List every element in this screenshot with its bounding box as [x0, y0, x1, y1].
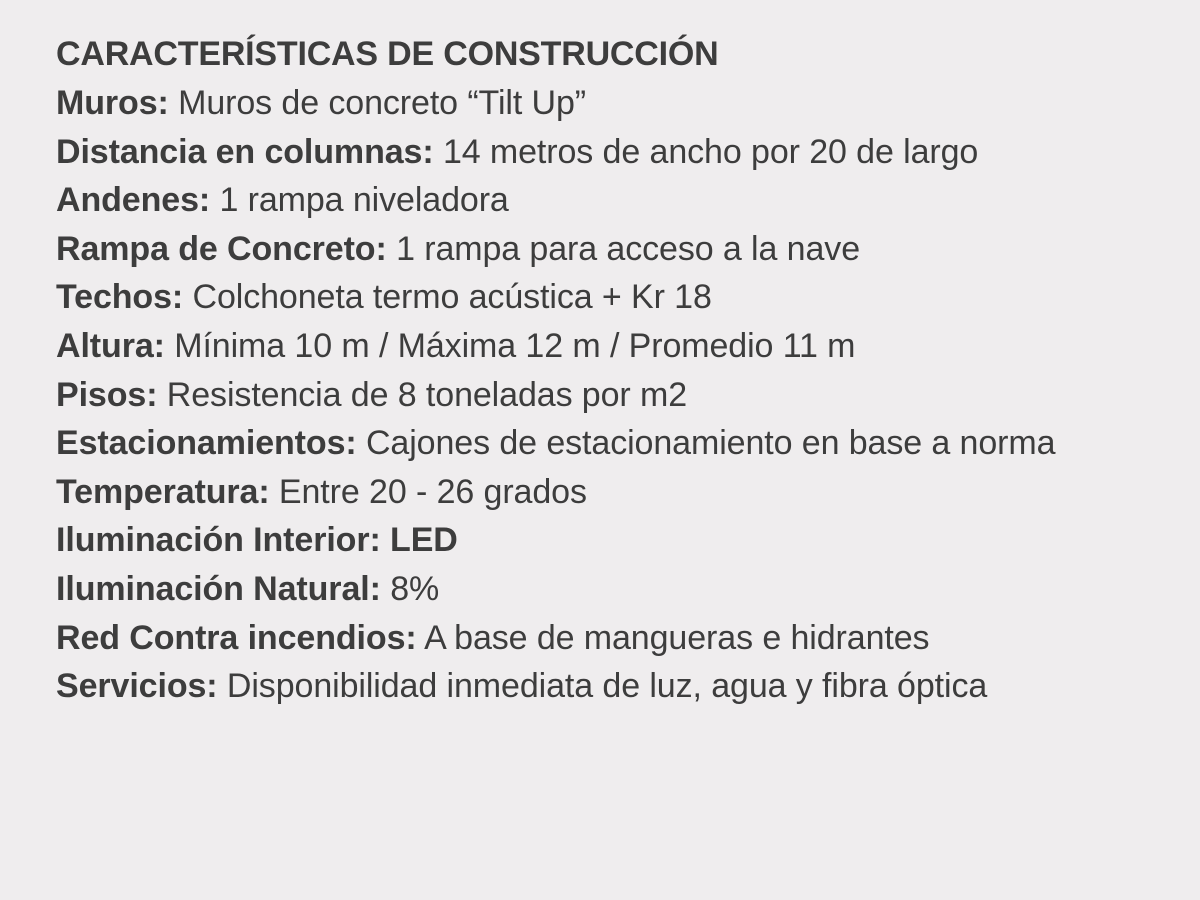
feature-value: Disponibilidad inmediata de luz, agua y fibra óptica [226, 667, 988, 706]
feature-rampa-concreto [56, 225, 1156, 274]
document [56, 30, 1156, 711]
feature-value: A base de mangueras e hidrantes [424, 618, 930, 657]
feature-value: Resistencia de 8 toneladas por m2 [166, 375, 688, 414]
feature-value: 14 metros de ancho por 20 de largo [442, 132, 979, 171]
feature-label: Temperatura: [56, 472, 270, 511]
feature-techos [56, 273, 1156, 322]
feature-estacionamientos [56, 419, 1156, 468]
feature-label: Techos: [56, 278, 184, 317]
page-title: CARACTERÍSTICAS DE CONSTRUCCIÓN [56, 35, 719, 73]
feature-andenes [56, 176, 1156, 225]
feature-value: 1 rampa para acceso a la nave [396, 229, 860, 268]
feature-label: Red Contra incendios: [56, 618, 417, 657]
feature-pisos [56, 371, 1156, 420]
feature-iluminacion-natural [56, 565, 1156, 614]
feature-value: Colchoneta termo acústica + Kr 18 [192, 278, 712, 317]
feature-value: Muros de concreto “Tilt Up” [178, 84, 587, 122]
feature-red-contra-incendios [56, 614, 1156, 663]
feature-label: Altura: [56, 326, 165, 365]
feature-value: Entre 20 - 26 grados [278, 472, 587, 511]
feature-servicios [56, 662, 1156, 711]
feature-label: Iluminación Interior: LED [56, 521, 458, 560]
feature-distancia-columnas [56, 128, 1156, 177]
feature-label: Andenes: [56, 181, 211, 220]
feature-iluminacion-interior [56, 516, 1156, 565]
feature-label: Pisos: [56, 375, 158, 414]
feature-label: Servicios: [56, 667, 218, 706]
feature-label: Distancia en columnas: [56, 132, 434, 171]
features-list [56, 79, 1156, 711]
feature-label: Muros: [56, 84, 169, 122]
feature-label: Rampa de Concreto: [56, 229, 387, 268]
feature-altura [56, 322, 1156, 371]
feature-label: Estacionamientos: [56, 424, 357, 463]
feature-value: 1 rampa niveladora [219, 181, 509, 220]
feature-muros [56, 79, 1156, 128]
feature-value: Mínima 10 m / Máxima 12 m / Promedio 11 m [174, 326, 856, 365]
feature-temperatura [56, 468, 1156, 517]
feature-value: Cajones de estacionamiento en base a norma [365, 424, 1056, 463]
feature-label: Iluminación Natural: [56, 569, 381, 608]
feature-value: 8% [390, 569, 440, 608]
